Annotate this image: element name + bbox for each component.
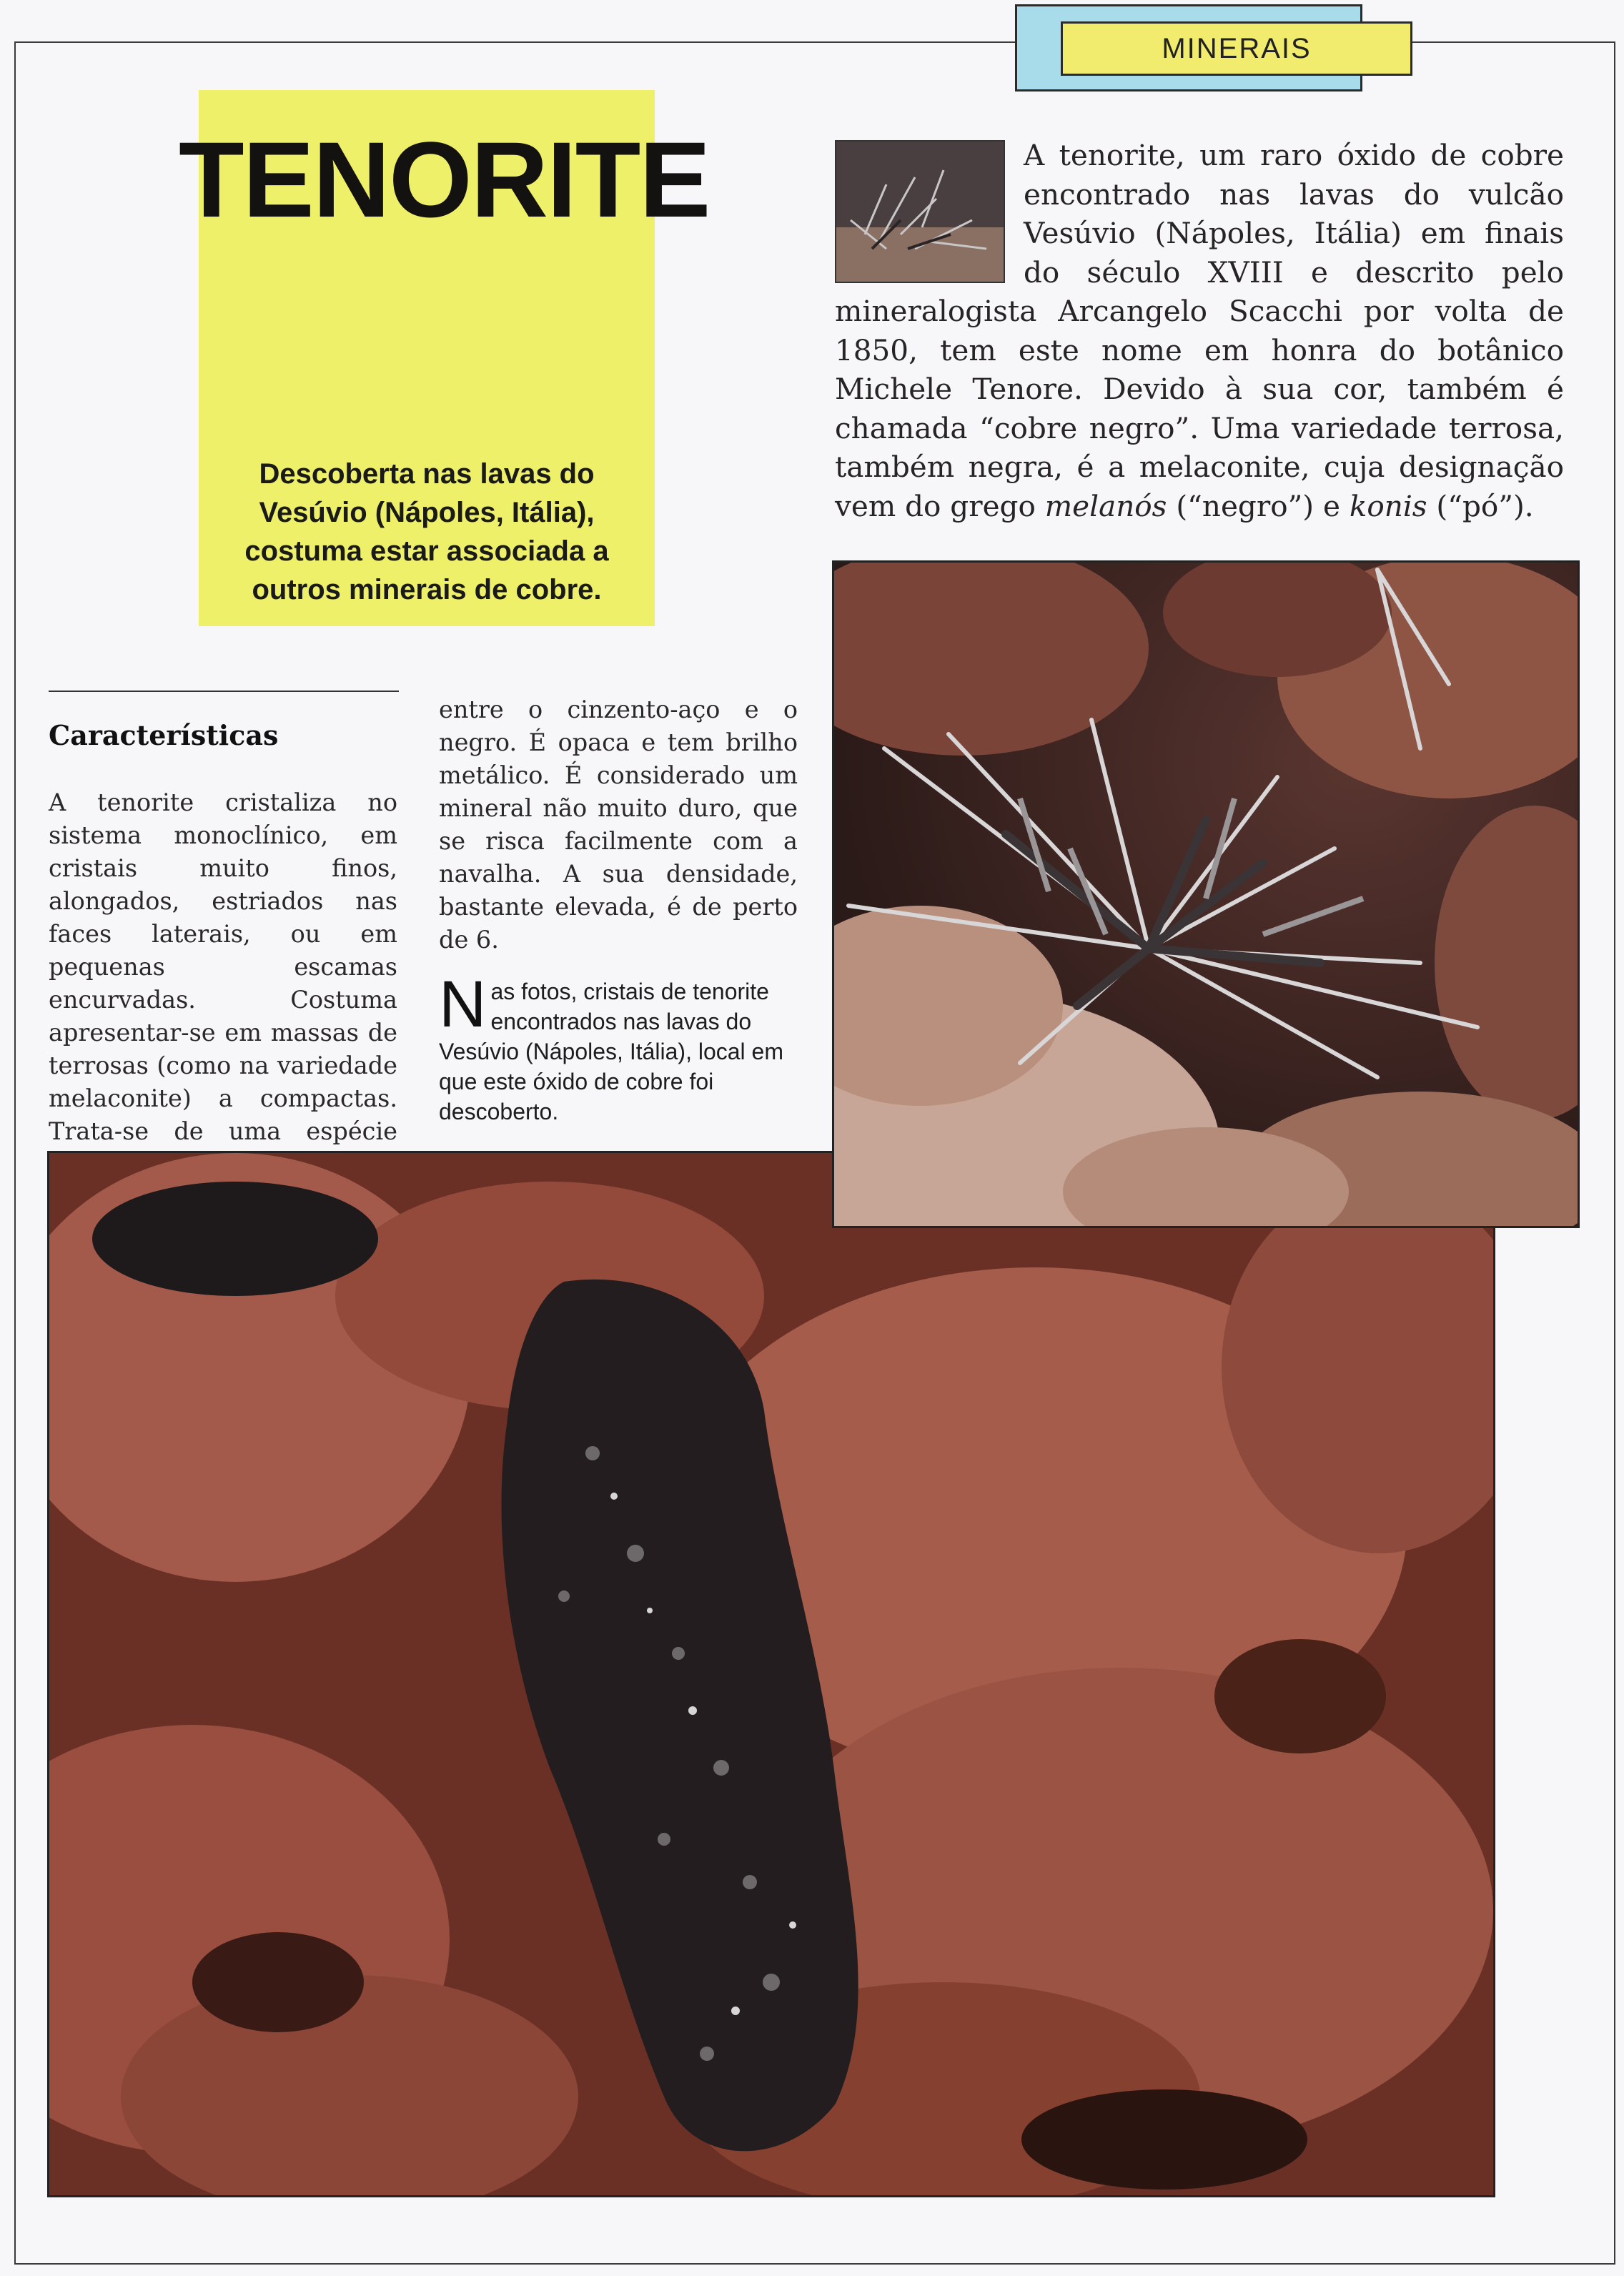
intro-term-melanos: melanós bbox=[1044, 488, 1167, 523]
caption-dropcap: N bbox=[439, 968, 487, 1041]
intro-text-1: A tenorite, um raro óxido de cobre encontrado nas lavas do vulcão Vesúvio (Nápoles, Itália) em finais do século XVIII e descrito pelo mineralogista Arcangelo Scacchi por volta de 1850, tem este nome em honra do botânico Michele Tenore. Devido à sua cor, também é chamada “cobre negro”. Uma variedade terrosa, também negra, é a melaconite, cuja designação vem do grego bbox=[835, 138, 1564, 523]
caption-text: as fotos, cristais de tenorite encontrados nas lavas do Vesúvio (Nápoles, Itália), local em que este óxido de cobre foi descoberto. bbox=[439, 979, 783, 1124]
characteristics-heading: Características bbox=[49, 719, 279, 751]
characteristics-column-2: entre o cinzento-aço e o negro. É opaca e tem brilho metálico. É considerado um mineral não muito duro, que se risca facilmente com a navalha. A sua densidade, bastante elevada, é de perto de 6. bbox=[439, 696, 798, 954]
characteristics-column-1: A tenorite cristaliza no sistema monoclínico, em cristais muito finos, alongados, estriados nas faces laterais, ou em pequenas escamas encurvadas. Costuma apresentar-se em massas de terrosas (como na variedade melaconite) a compactas. Trata-se de uma espécie bbox=[49, 788, 397, 1145]
intro-term-konis: konis bbox=[1349, 488, 1427, 523]
crystal-thumbnail-image bbox=[835, 140, 1005, 283]
lava-specimen-photo bbox=[47, 1151, 1495, 2197]
section-tab: MINERAIS bbox=[1061, 21, 1412, 76]
photo-caption bbox=[439, 968, 798, 1127]
intro-text-2: (“negro”) e bbox=[1167, 488, 1350, 523]
intro-text-3: (“pó”). bbox=[1427, 488, 1534, 523]
title-subtitle: Descoberta nas lavas do Vesúvio (Nápoles, Itália), costuma estar associada a outros minerais de cobre. bbox=[244, 458, 609, 605]
page-title: TENORITE bbox=[179, 119, 710, 239]
crystal-closeup-photo bbox=[832, 560, 1580, 1228]
intro-paragraph bbox=[835, 136, 1564, 525]
section-divider bbox=[49, 691, 399, 692]
